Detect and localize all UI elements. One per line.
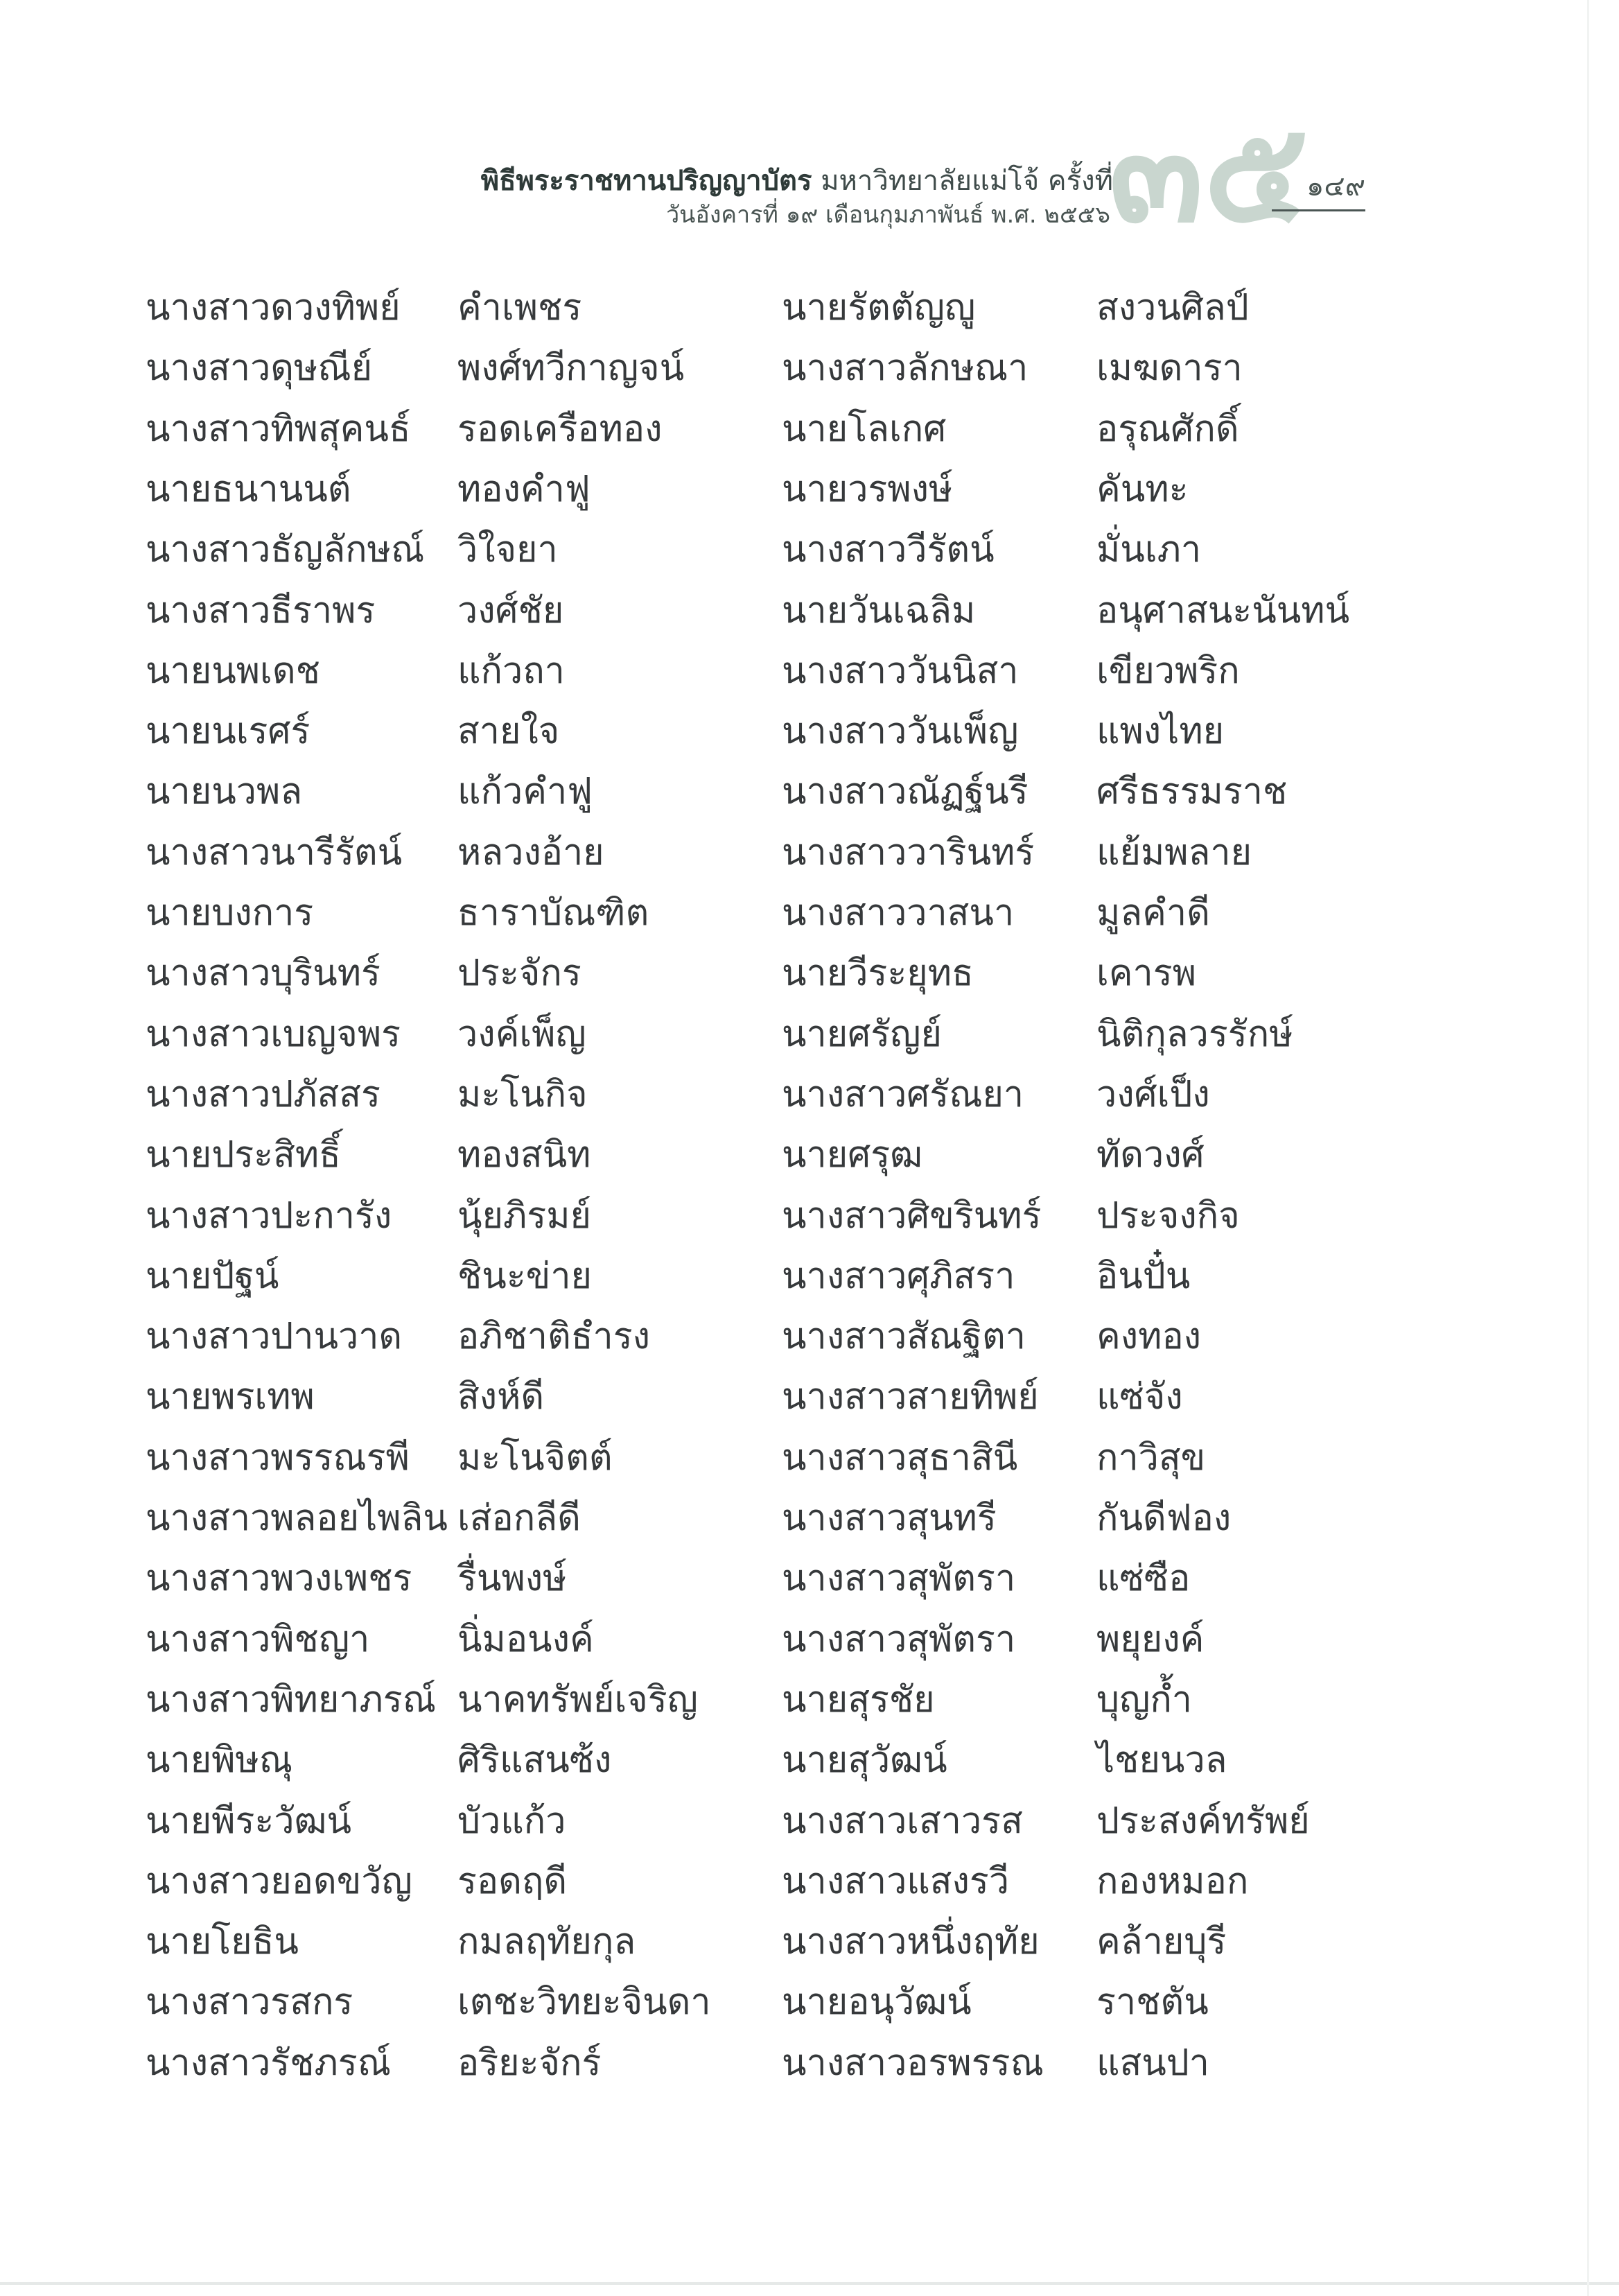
last-name-left: มะโนจิตต์: [457, 1437, 613, 1479]
name-row: [0, 1124, 1619, 1185]
name-row: [0, 1246, 1619, 1307]
first-name-right: นายศรุฒ: [782, 1134, 923, 1176]
round-number-graphic: ๓๕: [1109, 92, 1309, 254]
name-row: [0, 1548, 1619, 1609]
last-name-left: วงค์เพ็ญ: [457, 1014, 586, 1055]
last-name-right: แพงไทย: [1096, 711, 1225, 752]
last-name-right: ไชยนวล: [1096, 1739, 1227, 1781]
last-name-left: พงศ์ทวีกาญจน์: [457, 347, 685, 389]
last-name-left: หลวงอ้าย: [457, 832, 604, 873]
first-name-left: นางสาวพรรณรพี: [146, 1437, 410, 1479]
last-name-left: แก้วคำฟู: [457, 771, 593, 812]
page-right-edge: [1587, 0, 1589, 2296]
last-name-left: ชินะข่าย: [457, 1255, 592, 1297]
last-name-left: เส่อกลีดี: [457, 1497, 581, 1539]
last-name-left: นาคทรัพย์เจริญ: [457, 1679, 698, 1721]
first-name-right: นางสาววาสนา: [782, 892, 1015, 934]
last-name-right: เขียวพริก: [1096, 650, 1240, 692]
name-row: [0, 277, 1619, 338]
first-name-right: นายโลเกศ: [782, 408, 947, 450]
first-name-right: นางสาวณัฏฐ์นรี: [782, 771, 1029, 812]
first-name-right: นายวันเฉลิม: [782, 590, 976, 632]
first-name-right: นางสาวสายทิพย์: [782, 1376, 1039, 1418]
last-name-left: สิงห์ดี: [457, 1376, 545, 1418]
first-name-right: นางสาวหนึ่งฤทัย: [782, 1921, 1040, 1963]
last-name-left: วงศ์ชัย: [457, 590, 564, 632]
last-name-left: คำเพชร: [457, 287, 582, 329]
last-name-right: อนุศาสนะนันทน์: [1096, 590, 1350, 632]
university-name: มหาวิทยาลัยแม่โจ้: [821, 165, 1040, 197]
name-row: [0, 1669, 1619, 1730]
first-name-right: นางสาวสุธาสินี: [782, 1437, 1018, 1479]
first-name-right: นายอนุวัฒน์: [782, 1981, 972, 2023]
last-name-right: ราชตัน: [1096, 1981, 1209, 2023]
last-name-right: มูลคำดี: [1096, 892, 1210, 934]
first-name-left: นางสาวพิทยาภรณ์: [146, 1679, 436, 1721]
page-bottom-edge: [0, 2282, 1619, 2285]
first-name-right: นางสาวศิขรินทร์: [782, 1195, 1042, 1237]
first-name-left: นางสาวปภัสสร: [146, 1074, 380, 1115]
name-row: [0, 1791, 1619, 1852]
first-name-left: นายประสิทธิ์: [146, 1134, 341, 1176]
first-name-right: นายสุวัฒน์: [782, 1739, 947, 1781]
last-name-right: กาวิสุข: [1096, 1437, 1206, 1479]
last-name-left: อภิชาติธำรง: [457, 1316, 651, 1357]
first-name-left: นางสาวทิพสุคนธ์: [146, 408, 411, 450]
last-name-left: รอดฤดี: [457, 1861, 568, 1902]
last-name-left: นุ้ยภิรมย์: [457, 1195, 591, 1237]
first-name-left: นางสาวปะการัง: [146, 1195, 392, 1237]
name-row: [0, 2033, 1619, 2094]
first-name-left: นายนพเดช: [146, 650, 320, 692]
first-name-left: นายนเรศร์: [146, 711, 310, 752]
last-name-right: แซ่จัง: [1096, 1376, 1183, 1418]
last-name-left: อริยะจักร์: [457, 2042, 602, 2084]
first-name-left: นายธนานนต์: [146, 469, 351, 510]
first-name-right: นายศรัญย์: [782, 1014, 942, 1055]
last-name-left: ศิริแสนซ้ง: [457, 1739, 612, 1781]
name-row: [0, 338, 1619, 399]
first-name-right: นายรัตตัญญู: [782, 287, 976, 329]
last-name-right: เมฆดารา: [1096, 347, 1243, 389]
first-name-left: นางสาวพวงเพชร: [146, 1558, 412, 1599]
last-name-right: กองหมอก: [1096, 1861, 1249, 1902]
last-name-left: ทองสนิท: [457, 1134, 591, 1176]
last-name-right: คล้ายบุรี: [1096, 1921, 1227, 1963]
last-name-left: มะโนกิจ: [457, 1074, 588, 1115]
first-name-right: นางสาวสุพัตรา: [782, 1619, 1016, 1660]
first-name-left: นางสาวนารีรัตน์: [146, 832, 403, 873]
last-name-left: เตชะวิทยะจินดา: [457, 1981, 711, 2023]
first-name-right: นางสาวสุนทรี: [782, 1497, 997, 1539]
first-name-left: นางสาวธีราพร: [146, 590, 376, 632]
name-row: [0, 459, 1619, 520]
first-name-left: นางสาวปานวาด: [146, 1316, 403, 1357]
first-name-left: นางสาวธัญลักษณ์: [146, 529, 425, 571]
last-name-right: ประจงกิจ: [1096, 1195, 1240, 1237]
last-name-right: วงศ์เป็ง: [1096, 1074, 1210, 1115]
last-name-right: ประสงค์ทรัพย์: [1096, 1800, 1310, 1842]
name-row: [0, 641, 1619, 702]
last-name-left: นิ่มอนงค์: [457, 1619, 594, 1660]
last-name-right: บุญก้ำ: [1096, 1679, 1192, 1721]
last-name-left: ธาราบัณฑิต: [457, 892, 649, 934]
name-row: [0, 1488, 1619, 1549]
first-name-right: นางสาวศุภิสรา: [782, 1255, 1015, 1297]
name-row: [0, 1911, 1619, 1972]
name-row: [0, 701, 1619, 762]
last-name-left: กมลฤทัยกุล: [457, 1921, 636, 1963]
name-row: [0, 1730, 1619, 1791]
first-name-left: นายพิษณุ: [146, 1739, 293, 1781]
first-name-right: นางสาววารินทร์: [782, 832, 1035, 873]
first-name-left: นายโยธิน: [146, 1921, 299, 1963]
first-name-left: นายปัฐน์: [146, 1255, 279, 1297]
last-name-left: รอดเครือทอง: [457, 408, 663, 450]
name-row: [0, 1185, 1619, 1246]
first-name-right: นางสาวเสาวรส: [782, 1800, 1023, 1842]
first-name-left: นายพีระวัฒน์: [146, 1800, 352, 1842]
first-name-left: นางสาวรัชภรณ์: [146, 2042, 391, 2084]
page-header: [0, 0, 1619, 263]
last-name-right: แสนปา: [1096, 2042, 1210, 2084]
last-name-right: อรุณศักดิ์: [1096, 408, 1239, 450]
first-name-left: นางสาวพิชญา: [146, 1619, 370, 1660]
first-name-right: นางสาวสัณฐิตา: [782, 1316, 1026, 1357]
first-name-right: นางสาวอรพรรณ: [782, 2042, 1044, 2084]
name-row: [0, 1427, 1619, 1488]
first-name-left: นางสาวรสกร: [146, 1981, 353, 2023]
last-name-right: แซ่ซือ: [1096, 1558, 1191, 1599]
ceremony-date: วันอังคารที่ ๑๙ เดือนกุมภาพันธ์ พ.ศ. ๒๕๕๖: [666, 201, 1110, 229]
last-name-left: ประจักร: [457, 953, 581, 994]
last-name-right: กันดีฟอง: [1096, 1497, 1232, 1539]
first-name-left: นางสาวพลอยไพลิน: [146, 1497, 448, 1539]
last-name-left: บัวแก้ว: [457, 1800, 566, 1842]
first-name-left: นางสาวเบญจพร: [146, 1014, 401, 1055]
name-row: [0, 1609, 1619, 1670]
name-row: [0, 1306, 1619, 1367]
name-row: [0, 580, 1619, 641]
first-name-left: นายบงการ: [146, 892, 314, 934]
name-row: [0, 943, 1619, 1004]
last-name-right: คงทอง: [1096, 1316, 1202, 1357]
first-name-right: นายสุรชัย: [782, 1679, 935, 1721]
name-row: [0, 1004, 1619, 1065]
first-name-right: นายวรพงษ์: [782, 469, 953, 510]
last-name-right: มั่นเภา: [1096, 529, 1202, 571]
first-name-left: นายพรเทพ: [146, 1376, 315, 1418]
last-name-right: นิติกุลวรรักษ์: [1096, 1014, 1293, 1055]
page-number: ๑๔๙: [1272, 164, 1365, 211]
first-name-right: นางสาวแสงรวี: [782, 1861, 1010, 1902]
first-name-right: นางสาววันนิสา: [782, 650, 1019, 692]
last-name-left: ทองคำฟู: [457, 469, 590, 510]
last-name-right: อินปั๋น: [1096, 1255, 1191, 1297]
first-name-left: นางสาวดุษณีย์: [146, 347, 373, 389]
last-name-right: ทัดวงศ์: [1096, 1134, 1205, 1176]
first-name-right: นายวีระยุทธ: [782, 953, 974, 994]
last-name-left: สายใจ: [457, 711, 560, 752]
first-name-left: นางสาวบุรินทร์: [146, 953, 380, 994]
first-name-right: นางสาวสุพัตรา: [782, 1558, 1016, 1599]
last-name-left: แก้วถา: [457, 650, 565, 692]
name-row: [0, 1366, 1619, 1427]
round-label: ครั้งที่: [1047, 165, 1113, 197]
last-name-right: ศรีธรรมราช: [1096, 771, 1288, 812]
last-name-right: คันทะ: [1096, 469, 1189, 510]
last-name-left: วิใจยา: [457, 529, 558, 571]
first-name-right: นางสาววีรัตน์: [782, 529, 995, 571]
first-name-right: นางสาวศรัณยา: [782, 1074, 1024, 1115]
ceremony-title: พิธีพระราชทานปริญญาบัตร: [480, 165, 812, 197]
name-row: [0, 882, 1619, 943]
first-name-left: นางสาวดวงทิพย์: [146, 287, 401, 329]
name-row: [0, 1851, 1619, 1912]
first-name-right: นางสาววันเพ็ญ: [782, 711, 1019, 752]
name-row: [0, 761, 1619, 822]
name-row: [0, 822, 1619, 883]
name-row: [0, 519, 1619, 580]
name-row: [0, 1972, 1619, 2033]
first-name-right: นางสาวลักษณา: [782, 347, 1029, 389]
first-name-left: นางสาวยอดขวัญ: [146, 1861, 412, 1902]
last-name-left: รื่นพงษ์: [457, 1558, 567, 1599]
last-name-right: พยุยงค์: [1096, 1619, 1205, 1660]
name-row: [0, 399, 1619, 460]
first-name-left: นายนวพล: [146, 771, 303, 812]
last-name-right: เคารพ: [1096, 953, 1196, 994]
name-row: [0, 1064, 1619, 1125]
last-name-right: สงวนศิลป์: [1096, 287, 1249, 329]
last-name-right: แย้มพลาย: [1096, 832, 1252, 873]
